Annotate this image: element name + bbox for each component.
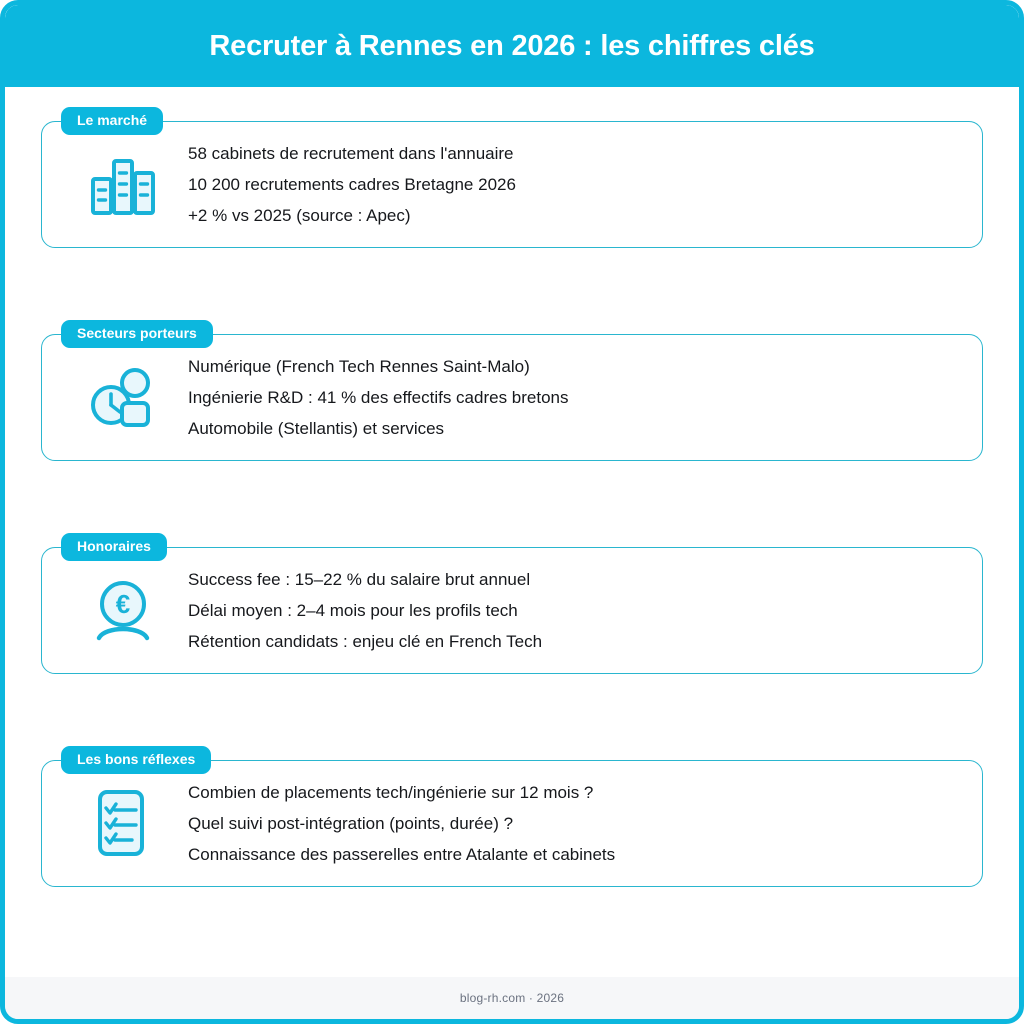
section-secteurs-porteurs: [41, 320, 983, 461]
poster-header: [5, 5, 1019, 87]
section-label-badge: Honoraires: [61, 533, 167, 561]
section-line: Automobile (Stellantis) et services: [188, 419, 445, 438]
poster-body: [5, 87, 1019, 977]
page-title: Recruter à Rennes en 2026 : les chiffres clés: [209, 29, 815, 62]
section-line: 58 cabinets de recrutement dans l'annuaire: [188, 144, 514, 163]
clock-person-icon: [68, 363, 178, 433]
section-line: +2 % vs 2025 (source : Apec): [188, 206, 411, 225]
footer-credit: blog-rh.com · 2026: [459, 991, 565, 1005]
section-line: Combien de placements tech/ingénierie sur 12 mois ?: [188, 783, 594, 802]
svg-text:€: €: [115, 588, 131, 619]
section-line: Numérique (French Tech Rennes Saint-Malo): [188, 357, 530, 376]
euro-coin-icon: [68, 575, 178, 647]
section-line: Ingénierie R&D : 41 % des effectifs cadres bretons: [188, 388, 569, 407]
section-line: Délai moyen : 2–4 mois pour les profils tech: [188, 601, 518, 620]
section-lines: [178, 351, 962, 444]
section-line: Success fee : 15–22 % du salaire brut annuel: [188, 570, 531, 589]
section-label-badge: Les bons réflexes: [61, 746, 211, 774]
poster-footer: [5, 977, 1019, 1019]
section-card: [41, 121, 983, 248]
section-label-badge: Le marché: [61, 107, 163, 135]
section-lines: [178, 564, 962, 657]
section-line: Quel suivi post-intégration (points, durée) ?: [188, 814, 514, 833]
section-label-badge: Secteurs porteurs: [61, 320, 213, 348]
section-line: Rétention candidats : enjeu clé en French Tech: [188, 632, 543, 651]
section-lines: [178, 777, 962, 870]
buildings-icon: [68, 149, 178, 221]
section-les-bons-reflexes: [41, 746, 983, 887]
section-honoraires: [41, 533, 983, 674]
section-line: 10 200 recrutements cadres Bretagne 2026: [188, 175, 516, 194]
section-card: [41, 760, 983, 887]
section-line: Connaissance des passerelles entre Atalante et cabinets: [188, 845, 616, 864]
section-le-marche: [41, 107, 983, 248]
section-lines: [178, 138, 962, 231]
section-card: [41, 334, 983, 461]
checklist-icon: [68, 786, 178, 862]
section-card: [41, 547, 983, 674]
